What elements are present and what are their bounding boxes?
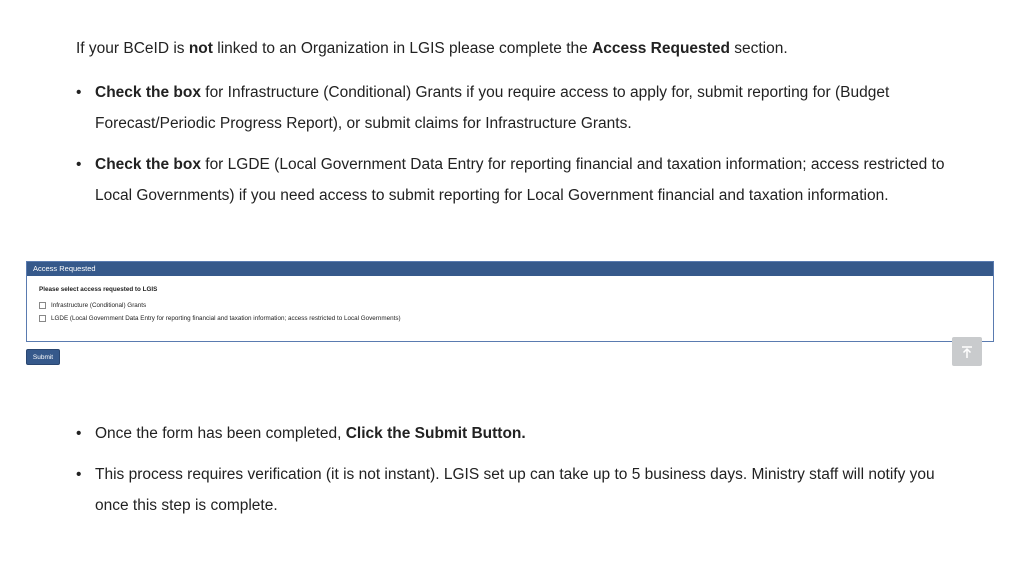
panel-body	[27, 276, 993, 335]
access-prompt: Please select access requested to LGIS	[39, 286, 158, 293]
instructions-list-bottom	[76, 418, 956, 531]
instructions-list-top	[76, 77, 956, 221]
list-item	[76, 418, 956, 449]
bullet-marker: •	[76, 84, 82, 101]
access-requested-panel	[26, 261, 994, 342]
bullet-text: for LGDE (Local Government Data Entry for reporting financial and taxation information; access restricted to Local Governments) if you need access to submit reporting for Local Government financial and taxation information.	[95, 156, 945, 204]
bullet-marker: •	[76, 156, 82, 173]
list-item	[76, 459, 956, 521]
bullet-marker: •	[76, 466, 82, 483]
option-label: Infrastructure (Conditional) Grants	[51, 302, 147, 309]
scroll-to-top-button[interactable]	[952, 337, 982, 366]
bullet-bold: Click the Submit Button.	[345, 425, 526, 442]
lgde-checkbox[interactable]	[39, 315, 46, 322]
intro-text-after: section.	[729, 40, 788, 57]
option-lgde[interactable]	[39, 312, 981, 325]
infrastructure-checkbox[interactable]	[39, 302, 46, 309]
list-item	[76, 149, 956, 211]
intro-not: not	[188, 40, 213, 57]
intro-paragraph	[76, 40, 788, 58]
submit-button[interactable]: Submit	[26, 349, 60, 365]
option-infrastructure[interactable]	[39, 299, 981, 312]
option-label: LGDE (Local Government Data Entry for reporting financial and taxation information; access restricted to Local Governments)	[51, 315, 401, 322]
bullet-text: This process requires verification (it is not instant). LGIS set up can take up to 5 business days. Ministry staff will notify you once this step is complete.	[95, 466, 935, 514]
bullet-marker: •	[76, 425, 82, 442]
bullet-text: Once the form has been completed,	[95, 425, 346, 442]
bullet-bold: Check the box	[95, 84, 201, 101]
arrow-up-to-line-icon	[960, 345, 974, 359]
panel-header: Access Requested	[27, 262, 993, 276]
bullet-text: for Infrastructure (Conditional) Grants if you require access to apply for, submit reporting for (Budget Forecast/Periodic Progress Report), or submit claims for Infrastructure Grants.	[95, 84, 890, 132]
intro-section-name: Access Requested	[592, 40, 730, 57]
intro-text-middle: linked to an Organization in LGIS please complete the	[212, 40, 593, 57]
bullet-bold: Check the box	[95, 156, 201, 173]
list-item	[76, 77, 956, 139]
intro-text-before: If your BCeID is	[76, 40, 189, 57]
